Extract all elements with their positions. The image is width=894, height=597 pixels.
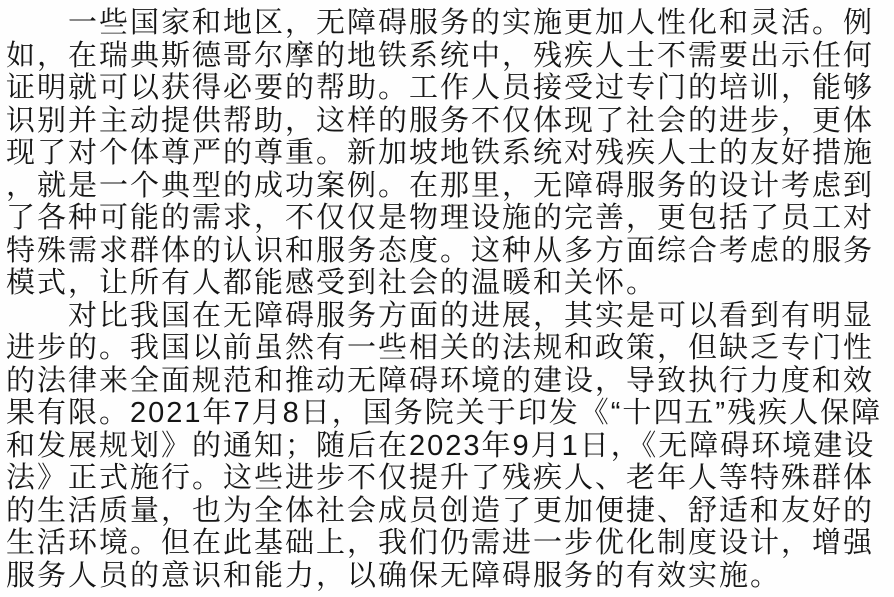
text-line: 了各种可能的需求，不仅仅是物理设施的完善，更包括了员工对 <box>6 202 875 234</box>
text-line: 的生活质量，也为全体社会成员创造了更加便捷、舒适和友好的 <box>6 494 875 527</box>
paragraph-china-accessibility-progress <box>6 300 890 593</box>
text-line: 如，在瑞典斯德哥尔摩的地铁系统中，残疾人士不需要出示任何 <box>6 39 875 72</box>
text-line: 特殊需求群体的认识和服务态度。这种从多方面综合考虑的服务 <box>6 234 875 267</box>
paragraph-international-accessibility <box>6 7 890 300</box>
text-line: ，就是一个典型的成功案例。在那里，无障碍服务的设计考虑到 <box>6 169 875 202</box>
text-line: 对比我国在无障碍服务方面的进展，其实是可以看到有明显 <box>68 299 875 332</box>
text-line: 证明就可以获得必要的帮助。工作人员接受过专门的培训，能够 <box>6 72 875 104</box>
text-line: 法》正式施行。这些进步不仅提升了残疾人、老年人等特殊群体 <box>6 462 875 494</box>
text-line: 识别并主动提供帮助，这样的服务不仅体现了社会的进步，更体 <box>6 104 875 137</box>
text-line: 生活环境。但在此基础上，我们仍需进一步优化制度设计，增强 <box>6 527 875 559</box>
text-line: 果有限。2021年7月8日，国务院关于印发《“十四五”残疾人保障 <box>6 397 883 429</box>
text-line: 一些国家和地区，无障碍服务的实施更加人性化和灵活。例 <box>68 7 875 39</box>
text-line: 服务人员的意识和能力，以确保无障碍服务的有效实施。 <box>6 559 782 592</box>
text-line: 现了对个体尊严的尊重。新加坡地铁系统对残疾人士的友好措施 <box>6 137 875 169</box>
text-line: 模式，让所有人都能感受到社会的温暖和关怀。 <box>6 267 658 299</box>
text-line: 的法律来全面规范和推动无障碍环境的建设，导致执行力度和效 <box>6 364 875 397</box>
text-line: 和发展规划》的通知；随后在2023年9月1日，《无障碍环境建设 <box>6 429 876 462</box>
text-line: 进步的。我国以前虽然有一些相关的法规和政策，但缺乏专门性 <box>6 332 875 364</box>
